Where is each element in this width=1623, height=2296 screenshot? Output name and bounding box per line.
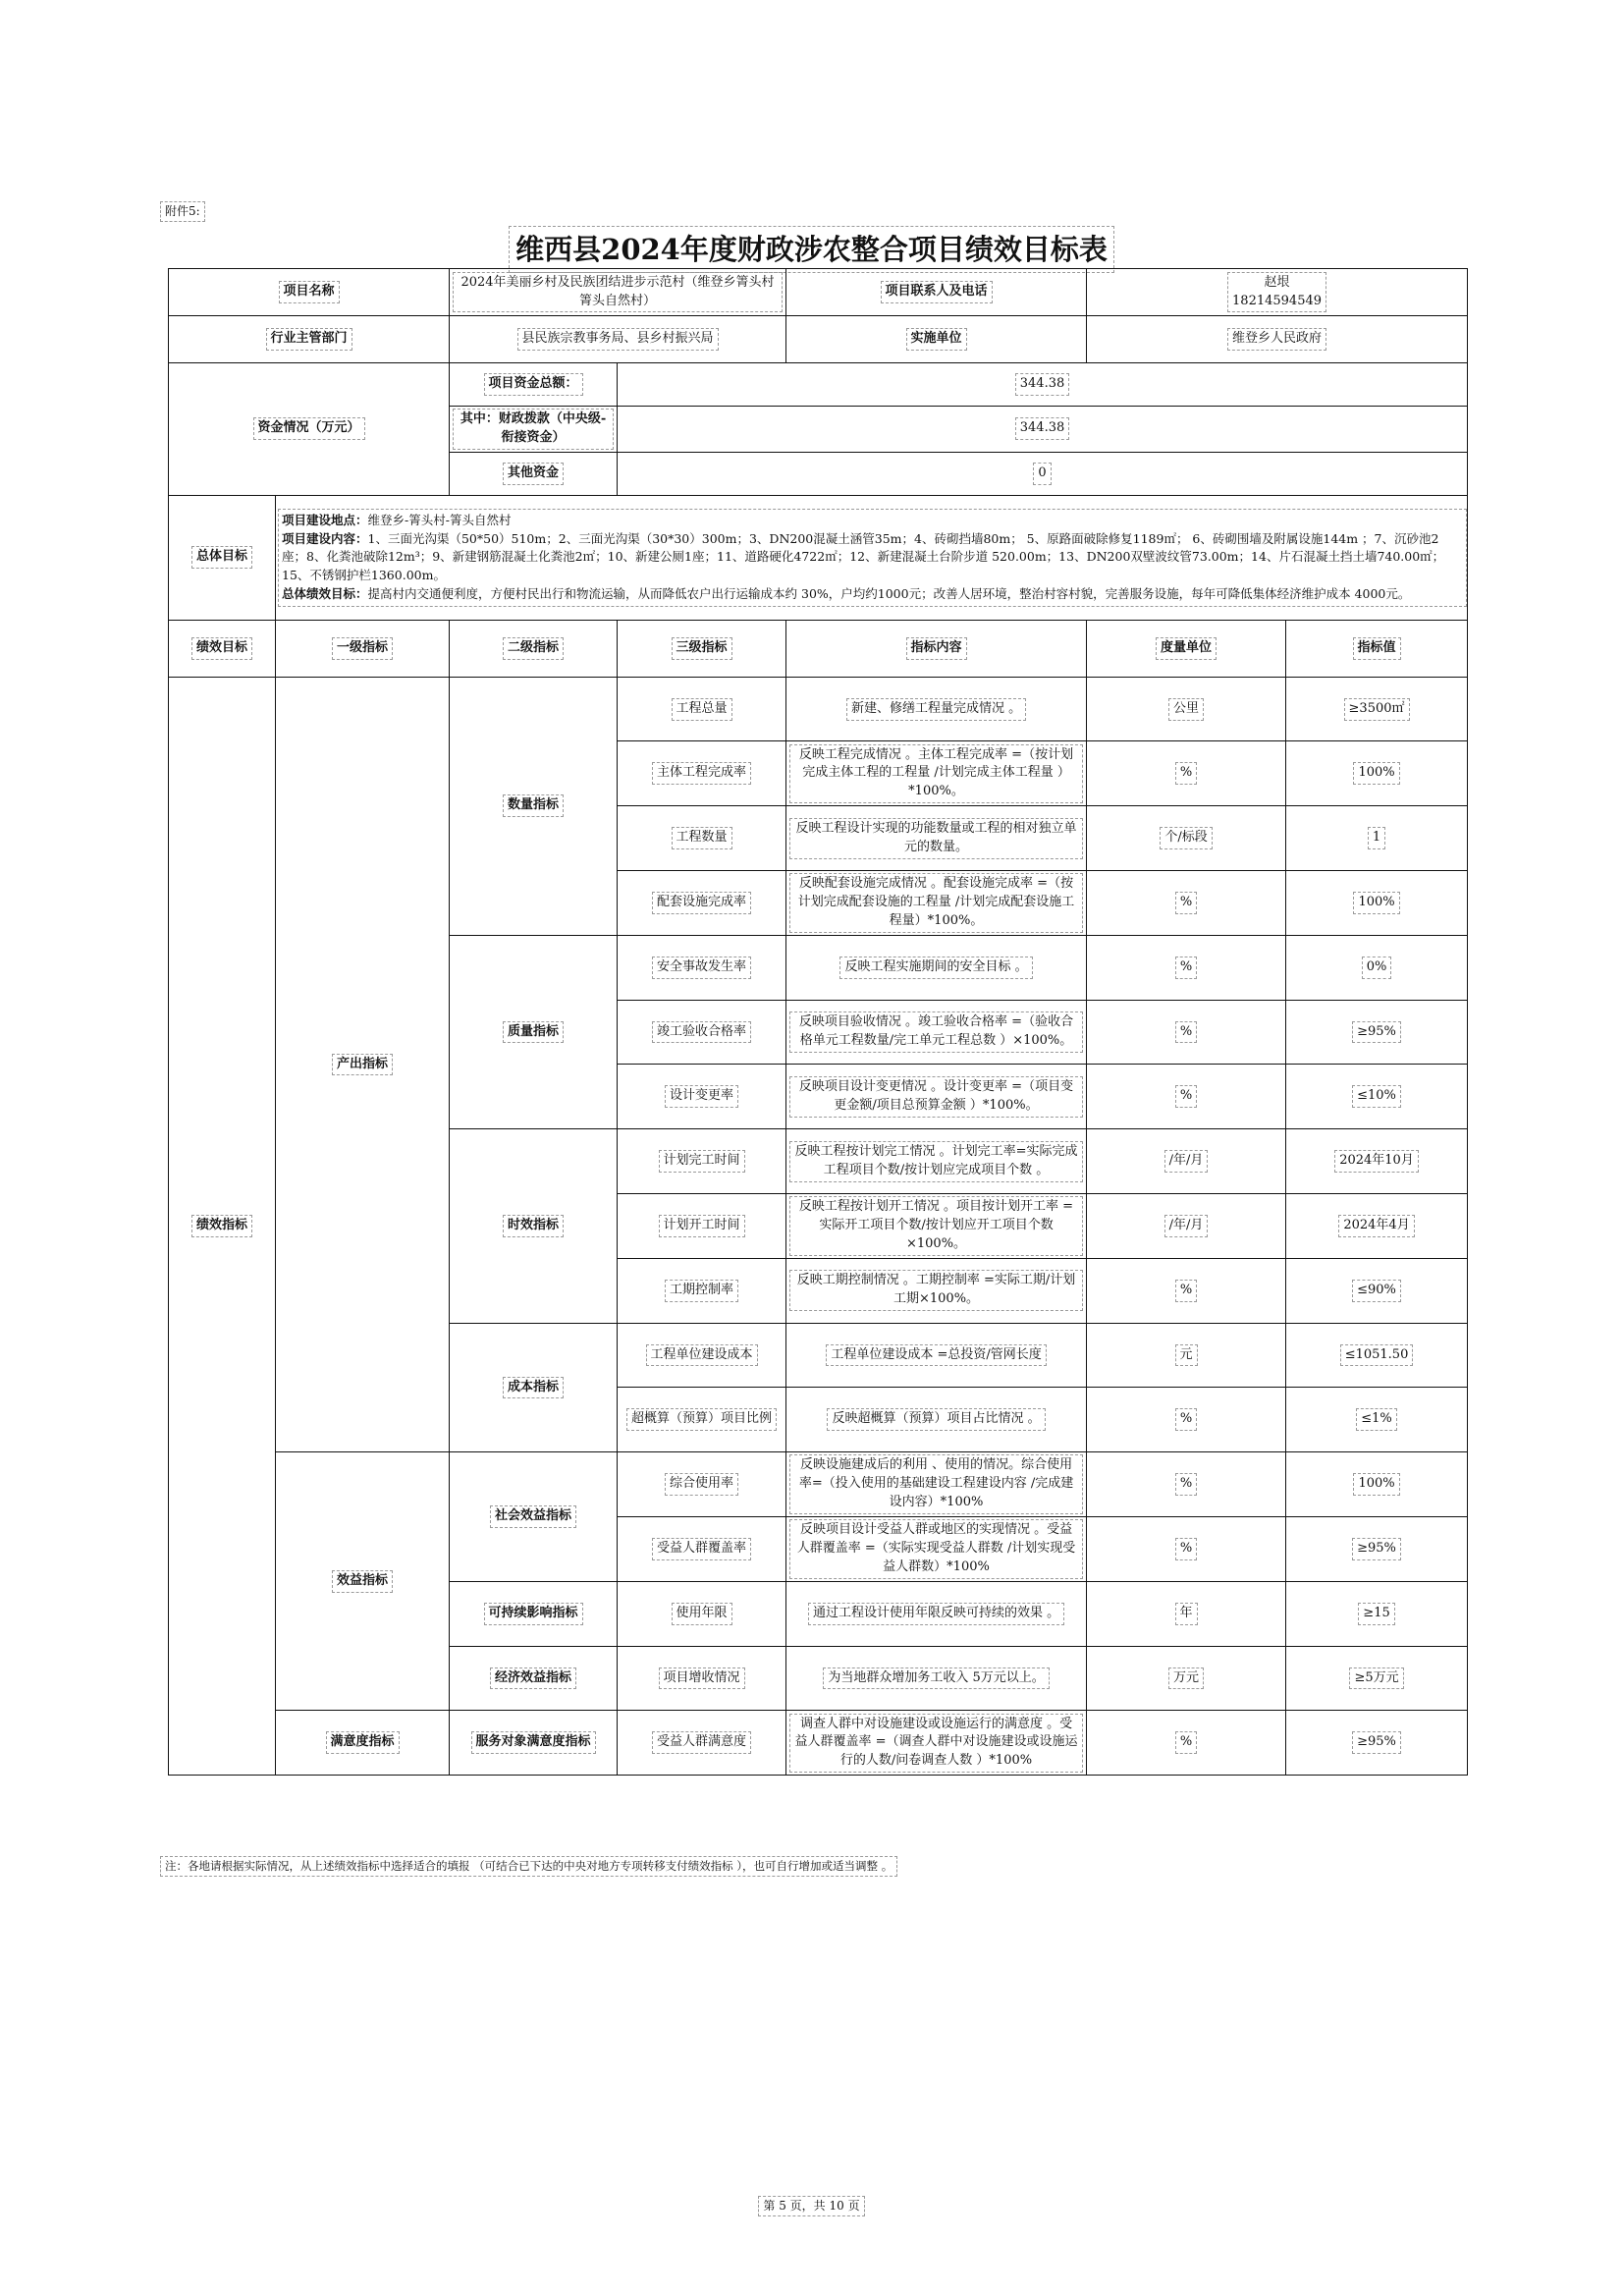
indicator-unit: 公里 xyxy=(1168,698,1204,721)
attachment-label: 附件5: xyxy=(160,201,205,222)
indicator-value: ≥95% xyxy=(1352,1538,1401,1560)
indicator-content: 反映设施建成后的利用 、使用的情况。综合使用率=（投入使用的基础建设工程建设内容 /完成建设内容）*100% xyxy=(789,1454,1083,1514)
indicator-value: 2024年4月 xyxy=(1338,1215,1414,1237)
level1-indicator: 满意度指标 xyxy=(326,1731,400,1754)
indicator-content: 反映超概算（预算）项目占比情况 。 xyxy=(827,1408,1045,1431)
header-level3: 三级指标 xyxy=(672,637,732,660)
indicator-value: ≥95% xyxy=(1352,1021,1401,1044)
department-row xyxy=(169,316,1468,363)
header-unit: 度量单位 xyxy=(1156,637,1217,660)
level2-indicator: 成本指标 xyxy=(503,1377,564,1399)
funds-fiscal-value: 344.38 xyxy=(1015,417,1070,440)
indicator-content: 通过工程设计使用年限反映可持续的效果 。 xyxy=(808,1603,1064,1625)
level3-indicator: 使用年限 xyxy=(672,1603,732,1625)
indicator-row xyxy=(169,1452,1468,1517)
overall-goal-text: 项目建设地点：维登乡-箐头村-箐头自然村 项目建设内容：1、三面光沟渠（50*50）510m；2、三面光沟渠（30*30）300m；3、DN200混凝土涵管35m；4、砖砌挡墙80m； 5、原路面破除修复1189㎡； 6、砖砌围墙及附属设施144m ；7、沉砂池2座；8、化粪池破除12m³；9、新建钢筋混凝土化粪池2㎡；10、新建公厕1座；11、道路硬化4722㎡；12、新建混凝土台阶步道 520.00m；13、DN200双壁波纹管73.00m；14、片石混凝土挡土墙740.00㎡；15、不锈钢护栏1360.00m。 总体绩效目标：提高村内交通便利度，方便村民出行和物流运输，从而降低农户出行运输成本约 30%，户均约1000元；改善人居环境，整治村容村貌，完善服务设施，每年可降低集体经济维护成本 4000元。 xyxy=(278,509,1467,607)
indicator-content: 工程单位建设成本 =总投资/管网长度 xyxy=(826,1344,1046,1367)
indicator-value: ≤1051.50 xyxy=(1340,1344,1414,1367)
level3-indicator: 工程单位建设成本 xyxy=(646,1344,758,1367)
indicator-content: 反映项目验收情况 。竣工验收合格率 =（验收合格单元工程数量/完工单元工程总数 ）×100%。 xyxy=(789,1011,1083,1053)
indicator-value: ≤1% xyxy=(1356,1408,1397,1431)
level1-indicator: 效益指标 xyxy=(332,1570,393,1593)
level3-indicator: 超概算（预算）项目比例 xyxy=(626,1408,777,1431)
indicator-unit: % xyxy=(1175,1085,1197,1108)
level3-indicator: 工程数量 xyxy=(672,827,732,849)
level3-indicator: 工期控制率 xyxy=(665,1280,738,1302)
impl-label: 实施单位 xyxy=(906,328,967,351)
indicator-unit: 个/标段 xyxy=(1160,827,1212,849)
indicator-value: ≥95% xyxy=(1352,1731,1401,1754)
indicator-unit: % xyxy=(1175,762,1197,785)
indicator-value: 0% xyxy=(1362,957,1392,979)
page-number: 第 5 页，共 10 页 xyxy=(0,2196,1623,2216)
indicator-content: 调查人群中对设施建设或设施运行的满意度 。受益人群覆盖率 =（调查人群中对设施建设或设施运行的人数/问卷调查人数 ）*100% xyxy=(789,1714,1083,1774)
level3-indicator: 安全事故发生率 xyxy=(652,957,751,979)
funds-other-value: 0 xyxy=(1033,463,1051,485)
level2-indicator: 可持续影响指标 xyxy=(484,1603,583,1625)
indicator-unit: % xyxy=(1175,957,1197,979)
header-level1: 一级指标 xyxy=(332,637,393,660)
level3-indicator: 主体工程完成率 xyxy=(652,762,751,785)
indicator-content: 反映工期控制情况 。工期控制率 =实际工期/计划工期×100%。 xyxy=(789,1270,1083,1311)
footnote: 注：各地请根据实际情况，从上述绩效指标中选择适合的填报 （可结合已下达的中央对地方专项转移支付绩效指标 ），也可自行增加或适当调整 。 xyxy=(160,1856,897,1877)
level3-indicator: 受益人群满意度 xyxy=(652,1731,751,1754)
performance-table xyxy=(168,268,1468,1776)
header-level2: 二级指标 xyxy=(503,637,564,660)
indicator-content: 反映工程设计实现的功能数量或工程的相对独立单元的数量。 xyxy=(789,818,1083,859)
indicator-content: 反映工程完成情况 。主体工程完成率 =（按计划完成主体工程的工程量 /计划完成主体工程量 ）*100%。 xyxy=(789,744,1083,804)
contact-label: 项目联系人及电话 xyxy=(881,281,993,303)
level3-indicator: 配套设施完成率 xyxy=(652,892,751,914)
level3-indicator: 设计变更率 xyxy=(665,1085,738,1108)
level2-indicator: 时效指标 xyxy=(503,1215,564,1237)
indicator-value: ≤90% xyxy=(1352,1280,1401,1302)
indicator-unit: % xyxy=(1175,1538,1197,1560)
level2-indicator: 质量指标 xyxy=(503,1021,564,1044)
indicator-content: 反映工程实施期间的安全目标 。 xyxy=(839,957,1032,979)
project-name-row xyxy=(169,269,1468,316)
indicator-unit: 元 xyxy=(1175,1344,1198,1367)
indicator-content: 新建、修缮工程量完成情况 。 xyxy=(846,698,1026,721)
overall-goal-row xyxy=(169,495,1468,620)
impl-value: 维登乡人民政府 xyxy=(1227,328,1326,351)
indicator-value: 100% xyxy=(1353,1473,1399,1496)
level3-indicator: 综合使用率 xyxy=(665,1473,738,1496)
indicator-unit: % xyxy=(1175,1473,1197,1496)
level2-indicator: 经济效益指标 xyxy=(490,1667,576,1690)
funds-total-label: 项目资金总额： xyxy=(484,373,583,396)
contact-value xyxy=(1227,272,1326,313)
indicator-content: 反映配套设施完成情况 。配套设施完成率 =（按计划完成配套设施的工程量 /计划完成配套设施工程量）*100%。 xyxy=(789,873,1083,933)
indicator-unit: 万元 xyxy=(1168,1667,1204,1690)
funds-other-label: 其他资金 xyxy=(503,463,564,485)
indicator-content: 反映项目设计变更情况 。设计变更率 =（项目变更金额/项目总预算金额 ）*100%。 xyxy=(789,1076,1083,1118)
funds-label: 资金情况（万元） xyxy=(253,417,365,440)
page-title: 维西县2024年度财政涉农整合项目绩效目标表 xyxy=(0,226,1623,273)
indicator-content: 为当地群众增加务工收入 5万元以上。 xyxy=(823,1667,1049,1690)
indicator-content: 反映工程按计划完工情况 。计划完工率=实际完成工程项目个数/按计划应完成项目个数 。 xyxy=(789,1141,1083,1182)
indicator-unit: % xyxy=(1175,1731,1197,1754)
funds-total-row xyxy=(169,363,1468,407)
project-name-value: 2024年美丽乡村及民族团结进步示范村（维登乡箐头村箐头自然村） xyxy=(453,272,783,313)
indicator-value: ≤10% xyxy=(1352,1085,1401,1108)
level3-indicator: 计划开工时间 xyxy=(659,1215,745,1237)
indicator-value: ≥15 xyxy=(1358,1603,1394,1625)
perf-indicator-label: 绩效指标 xyxy=(191,1215,252,1237)
indicator-content: 反映工程按计划开工情况 。项目按计划开工率 =实际开工项目个数/按计划应开工项目个数 ×100%。 xyxy=(789,1196,1083,1256)
level3-indicator: 计划完工时间 xyxy=(659,1150,745,1173)
funds-total-value: 344.38 xyxy=(1015,373,1070,396)
indicator-row xyxy=(169,677,1468,741)
indicator-value: 100% xyxy=(1353,762,1399,785)
indicator-unit: % xyxy=(1175,1021,1197,1044)
indicator-value: ≥3500㎡ xyxy=(1344,698,1410,721)
header-content: 指标内容 xyxy=(906,637,967,660)
indicator-value: 1 xyxy=(1368,827,1385,849)
indicator-unit: /年/月 xyxy=(1164,1150,1209,1173)
project-name-label: 项目名称 xyxy=(279,281,340,303)
level3-indicator: 项目增收情况 xyxy=(659,1667,745,1690)
contact-phone: 18214594549 xyxy=(1232,293,1323,308)
indicator-unit: % xyxy=(1175,892,1197,914)
header-perf-goal: 绩效目标 xyxy=(191,637,252,660)
overall-goal-label: 总体目标 xyxy=(191,546,252,569)
level3-indicator: 竣工验收合格率 xyxy=(652,1021,751,1044)
indicator-unit: % xyxy=(1175,1280,1197,1302)
funds-fiscal-label: 其中：财政拨款（中央级-衔接资金） xyxy=(453,409,614,450)
level2-indicator: 社会效益指标 xyxy=(490,1505,576,1528)
indicator-unit: % xyxy=(1175,1408,1197,1431)
dept-label: 行业主管部门 xyxy=(266,328,352,351)
level2-indicator: 服务对象满意度指标 xyxy=(471,1731,596,1754)
header-value: 指标值 xyxy=(1353,637,1401,660)
dept-value: 县民族宗教事务局、县乡村振兴局 xyxy=(517,328,719,351)
indicator-content: 反映项目设计受益人群或地区的实现情况 。受益人群覆盖率 =（实际实现受益人群数 /计划实现受益人群数）*100% xyxy=(789,1519,1083,1579)
level3-indicator: 工程总量 xyxy=(672,698,732,721)
level2-indicator: 数量指标 xyxy=(503,794,564,817)
indicator-value: ≥5万元 xyxy=(1349,1667,1403,1690)
indicator-unit: /年/月 xyxy=(1164,1215,1209,1237)
level3-indicator: 受益人群覆盖率 xyxy=(652,1538,751,1560)
indicator-row xyxy=(169,1711,1468,1776)
level1-indicator: 产出指标 xyxy=(332,1054,393,1076)
indicator-value: 100% xyxy=(1353,892,1399,914)
indicator-unit: 年 xyxy=(1175,1603,1198,1625)
indicator-header-row xyxy=(169,620,1468,677)
indicator-value: 2024年10月 xyxy=(1334,1150,1419,1173)
contact-name: 赵垠 xyxy=(1264,274,1290,290)
